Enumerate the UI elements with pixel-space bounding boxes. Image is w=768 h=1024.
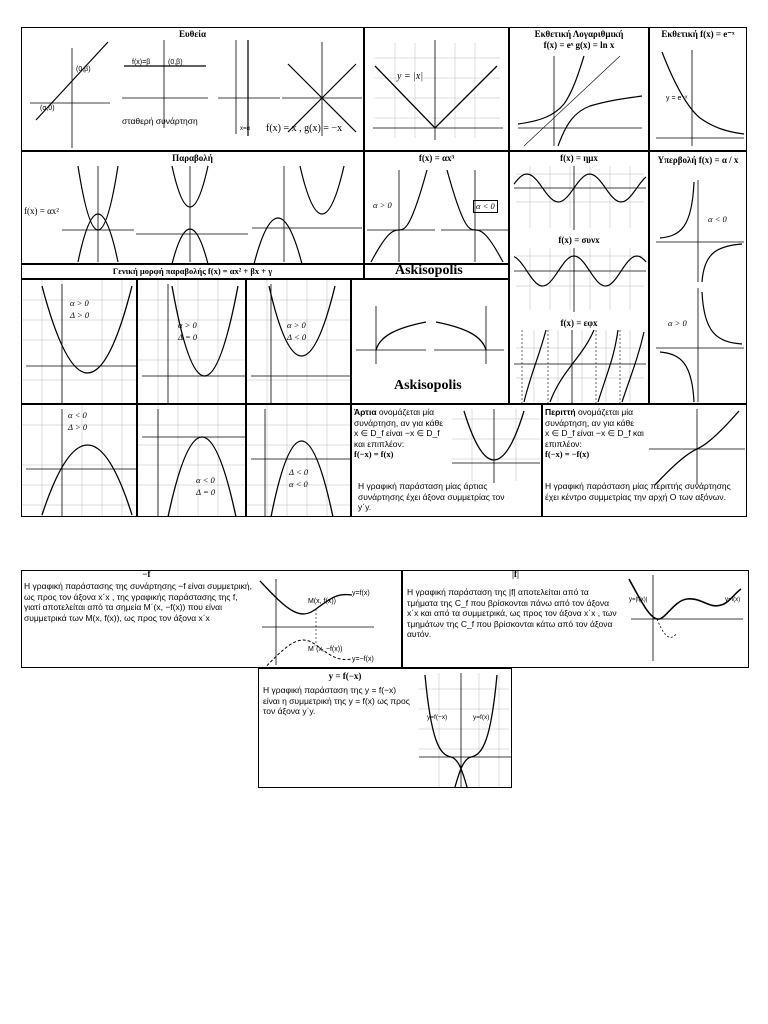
sin-title: f(x) = ημx: [560, 153, 598, 163]
gen-graph-6: [246, 404, 351, 517]
gen-3-a: α > 0: [287, 320, 306, 330]
exp-neg-cell: [649, 27, 747, 151]
even-cell: [351, 404, 542, 517]
general-parabola-header: [21, 264, 364, 279]
line-label-p4: (0,β): [168, 59, 183, 66]
parabola-formula: f(x) = αx²: [24, 206, 59, 216]
odd-heading: Περιττή: [545, 407, 576, 417]
even-text-2: x ∈ D_f είναι −x ∈ D_f: [354, 428, 440, 438]
gen-graph-6-svg: [247, 405, 351, 517]
reflect-label-r: y=f(x): [473, 714, 490, 721]
parabola-cell: [21, 151, 364, 264]
even-heading: Άρτια: [354, 407, 377, 417]
gen-2-d: Δ = 0: [178, 332, 198, 342]
gen-graph-3: [246, 279, 351, 404]
neg-f-label-m2: M΄(x, −f(x)): [308, 646, 343, 653]
gen-5-d: Δ = 0: [196, 487, 216, 497]
abs-graph: [365, 28, 509, 151]
even-graph: [352, 405, 542, 517]
cubic-title: f(x) = αx³: [418, 153, 455, 163]
neg-f-label-m1: M(x, f(x)): [308, 598, 336, 605]
cos-title: f(x) = συνx: [558, 235, 600, 245]
gen-2-a: α > 0: [178, 320, 197, 330]
odd-text-1: ονομάζεται μία συνάρτηση, αν για κάθε: [545, 407, 635, 428]
gen-1-d: Δ > 0: [70, 310, 90, 320]
gen-6-d: Δ < 0: [289, 467, 309, 477]
abs-f-text: Η γραφική παράσταση της |f| αποτελείται από τα τμήματα της C_f που βρίσκονται πάνω από τον άξονα x΄x και από τα συμμετρικά, ως προς τον άξονα x΄x , των τμημάτων της C_f που βρίσκονται κάτω από τον άξονα αυτόν.: [407, 587, 617, 639]
gen-5-a: α < 0: [196, 475, 215, 485]
trig-cell: [509, 151, 649, 404]
gen-4-d: Δ > 0: [68, 422, 88, 432]
exp-neg-label: y = e⁻ˣ: [666, 95, 688, 102]
gen-graph-4: [21, 404, 137, 517]
cubic-cell: [364, 151, 509, 264]
hyperbola-a-neg: α < 0: [708, 214, 727, 224]
hyperbola-graphs: [650, 152, 747, 404]
explog-cell: [509, 27, 649, 151]
parabola-graphs: [22, 152, 364, 264]
neg-f-label-y2: y=−f(x): [352, 656, 374, 663]
abs-cell: [364, 27, 509, 151]
neg-f-text: Η γραφική παράστασης της συνάρτησης −f είναι συμμετρική, ως προς τον άξονα x΄x , της γραφικής παράστασης της f, γιατί αποτελείται από τα σημεία M΄(x, −f(x)) που είναι συμμετρικά των M(x, f(x)), ως προς τον άξονα x΄x: [24, 581, 252, 623]
neg-f-label-y1: y=f(x): [352, 590, 370, 597]
gen-4-a: α < 0: [68, 410, 87, 420]
brand-label-bottom: Askisopolis: [394, 378, 462, 393]
cubic-a-pos: α > 0: [373, 200, 392, 210]
even-text-3: και επιπλέον:: [354, 438, 405, 449]
neg-f-heading: −f: [142, 570, 151, 579]
hyperbola-cell: [649, 151, 747, 404]
reflect-cell: [258, 668, 512, 788]
line-label-p3: f(x)=β: [132, 59, 151, 66]
explog-graph: [510, 28, 649, 151]
abs-f-label-y1: y=|f(x)|: [629, 597, 648, 603]
abs-f-heading: |f|: [512, 570, 519, 579]
abs-f-label-y2: y=f(x): [725, 597, 741, 603]
hyperbola-a-pos: α > 0: [668, 318, 687, 328]
odd-graph: [543, 405, 747, 517]
reflect-text: Η γραφική παράσταση της y = f(−x) είναι η συμμετρική της y = f(x) ως προς τον άξονα y΄y.: [263, 685, 410, 716]
brand-label-top: Askisopolis: [395, 264, 463, 278]
exp-neg-title: Εκθετική f(x) = e⁻ˣ: [661, 29, 735, 39]
brand-header-cell: [364, 264, 509, 279]
gen-3-d: Δ < 0: [287, 332, 307, 342]
odd-formula: f(−x) = −f(x): [545, 449, 590, 459]
line-label-f1: f(x) = x , g(x) = −x: [266, 123, 343, 134]
abs-f-cell: [402, 570, 749, 668]
abs-f-graph: [403, 571, 749, 668]
hyperbola-title: Υπερβολή f(x) = α / x: [657, 155, 739, 165]
explog-formula: f(x) = eˣ g(x) = ln x: [543, 40, 615, 50]
exp-neg-graph: [650, 28, 747, 151]
explog-title: Εκθετική Λογαριθμική: [534, 29, 624, 39]
odd-cell: [542, 404, 747, 517]
gen-6-a: α < 0: [289, 479, 308, 489]
gen-1-a: α > 0: [70, 298, 89, 308]
tan-title: f(x) = εφx: [560, 318, 598, 328]
line-cell: [21, 27, 364, 151]
even-text-4: Η γραφική παράσταση μίας άρτιας συνάρτησης έχει άξονα συμμετρίας τον y΄y.: [358, 481, 505, 512]
neg-f-cell: [21, 570, 402, 668]
line-title: Ευθεία: [178, 29, 207, 39]
gen-graph-1: [21, 279, 137, 404]
line-label-p2: (α,0): [40, 105, 55, 112]
parabola-title: Παραβολή: [172, 153, 213, 163]
reflect-graph: [259, 669, 512, 788]
gen-graph-5-svg: [138, 405, 246, 517]
neg-f-graph: [22, 571, 402, 668]
constant-function-label: σταθερή συνάρτηση: [122, 116, 198, 126]
line-label-xa: x=α: [240, 126, 250, 132]
even-formula: f(−x) = f(x): [354, 449, 394, 459]
odd-text-4: Η γραφική παράσταση μίας περιττής συνάρτησης έχει κέντρο συμμετρίας την αρχή Ο των αξόνων.: [545, 481, 731, 502]
even-text-1: ονομάζεται μία συνάρτηση, αν για κάθε: [354, 407, 444, 428]
odd-text-2: x ∈ D_f είναι −x ∈ D_f και: [545, 428, 644, 438]
gen-graph-5: [137, 404, 246, 517]
sqrt-cell: [351, 279, 509, 404]
reflect-heading: y = f(−x): [328, 671, 362, 681]
cubic-a-neg: α < 0: [473, 200, 498, 213]
odd-text-3: επιπλέον:: [545, 438, 582, 449]
abs-label: y = |x|: [397, 71, 424, 82]
tan-graph: [510, 152, 649, 404]
general-parabola-title: Γενική μορφή παραβολής f(x) = αx² + βx + γ: [112, 266, 273, 276]
line-label-p1: (0,β): [76, 66, 91, 73]
reflect-label-l: y=f(−x): [427, 714, 448, 721]
gen-graph-2: [137, 279, 246, 404]
